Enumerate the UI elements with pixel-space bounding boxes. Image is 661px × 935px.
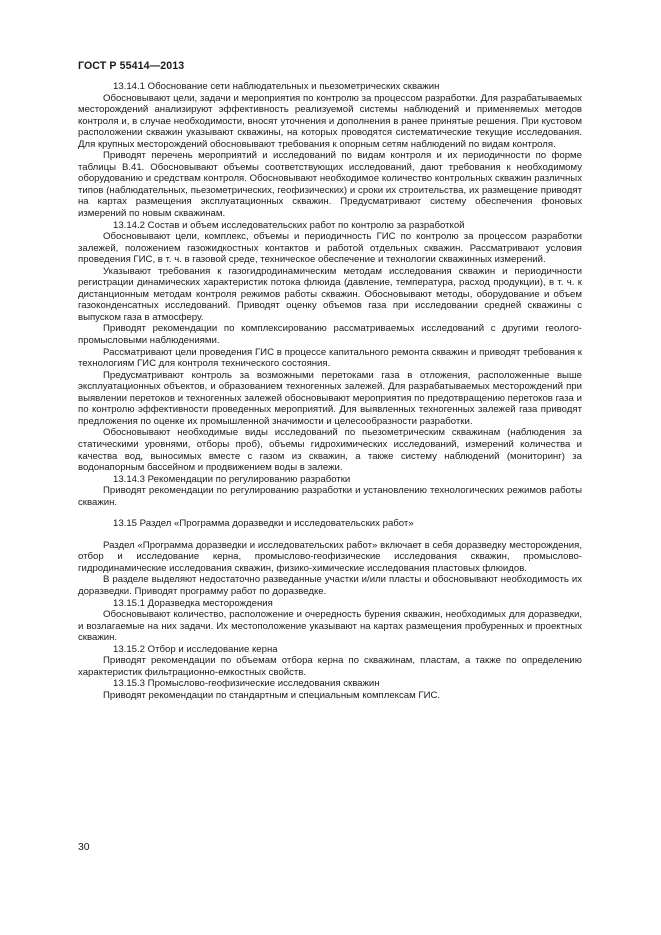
body-paragraph: Приводят рекомендации по стандартным и специальным комплексам ГИС. (103, 689, 441, 701)
body-paragraph: Обосновывают необходимые виды исследований по пьезометрическим скважинам (наблюдения за статическими уровнями, отборы проб), объемы гидрохимических исследований, измерений количества и качества вод, выносимых вместе с газом из скважин, а также систему наблюдений (мониторинг) за водонапорным бассейном и продвижением воды в залежи. (78, 427, 582, 474)
subsection-title: 13.14.2 Состав и объем исследовательских работ по контролю за разработкой (113, 219, 465, 231)
body-paragraph: Обосновывают цели, комплекс, объемы и периодичность ГИС по контролю за процессом разработки залежей, положением газожидкостных контактов и работой отдельных скважин. Рассматривают условия проведения ГИС, в т. ч. в газовой среде, техническое обеспечение и технологии скважинных измерений. (78, 231, 582, 266)
body-paragraph: Указывают требования к газогидродинамическим методам исследования скважин и периодичности регистрации динамических характеристик потока флюида (давление, температура, расход продукции), в т. ч. к дистанционным методам контроля режимов работы скважин. Обосновывают методы, оборудование и объем газоконденсатных исследований. Приводят оценку объемов газа при исследовании средней скважины с выпуском газа в атмосферу. (78, 265, 582, 323)
body-paragraph: В разделе выделяют недостаточно разведанные участки и/или пласты и обосновывают необходимость их доразведки. Приводят программу работ по доразведке. (78, 574, 582, 597)
body-paragraph: Раздел «Программа доразведки и исследовательских работ» включает в себя доразведку месторождения, отбор и исследование керна, промыслово-геофизические исследования скважин, промыслово-гидродинамические исследования скважин, физико-химические исследования пластовых флюидов. (78, 539, 582, 574)
body-paragraph: Приводят перечень мероприятий и исследований по видам контроля и их периодичности по форме таблицы В.41. Обосновывают объемы соответствующих исследований, дают требования к необходимому оборудованию и средствам контроля. Обосновывают необходимое количество контрольных скважин различных типов (наблюдательных, пьезометрических, геофизических) и сроки их строительства, их размещение приводят на картах размещения эксплуатационных скважин. Предусматривают систему обеспечения фоновых измерений по новым скважинам. (78, 150, 582, 220)
subsection-title: 13.15.2 Отбор и исследование керна (113, 643, 278, 655)
subsection-title: 13.15.1 Доразведка месторождения (113, 597, 273, 609)
document-body (78, 81, 582, 701)
section-title: 13.15 Раздел «Программа доразведки и исследовательских работ» (113, 518, 414, 530)
subsection-title: 13.14.3 Рекомендации по регулированию разработки (113, 473, 351, 485)
page-number: 30 (78, 842, 90, 853)
body-paragraph: Рассматривают цели проведения ГИС в процессе капитального ремонта скважин и приводят требования к технологиям ГИС для контроля технического состояния. (78, 346, 582, 370)
body-paragraph: Обосновывают цели, задачи и мероприятия по контролю за процессом разработки. Для разрабатываемых месторождений анализируют эффективность реализуемой системы наблюдений и применяемых методов контроля и, в случае необходимости, вносят уточнения и дополнения в ранее принятые решения. При кустовом расположении скважин указывают скважины, на которых проводятся систематические текущие исследования. Для крупных месторождений обосновывают требования к опорным сетям наблюдений по видам контроля. (78, 92, 582, 150)
subsection-title: 13.15.3 Промыслово-геофизические исследования скважин (113, 678, 380, 690)
subsection-title: 13.14.1 Обоснование сети наблюдательных и пьезометрических скважин (113, 81, 440, 92)
body-paragraph: Приводят рекомендации по регулированию разработки и установлению технологических режимов работы скважин. (78, 485, 582, 508)
body-paragraph: Предусматривают контроль за возможными перетоками газа в отложения, расположенные выше эксплуатационных объектов, и образованием техногенных залежей. Для разрабатываемых месторождений при выявлении перетоков и техногенных залежей обосновывают мероприятия по предотвращению перетоков газа и по контролю эффективности проведенных мероприятий. Для выявленных техногенных залежей газа приводят предложения по оценке их промышленной значимости и целесообразности разработки. (78, 369, 582, 427)
body-paragraph: Приводят рекомендации по объемам отбора керна по скважинам, пластам, а также по определению характеристик фильтрационно-емкостных свойств. (78, 655, 582, 678)
body-paragraph: Обосновывают количество, расположение и очередность бурения скважин, необходимых для доразведки, и возлагаемые на них задачи. Их местоположение указывают на картах размещения пробуренных и проектных скважин. (78, 609, 582, 644)
body-paragraph: Приводят рекомендации по комплексированию рассматриваемых исследований с другими геолого-промысловыми наблюдениями. (78, 323, 582, 347)
standard-header: ГОСТ Р 55414—2013 (78, 60, 185, 72)
